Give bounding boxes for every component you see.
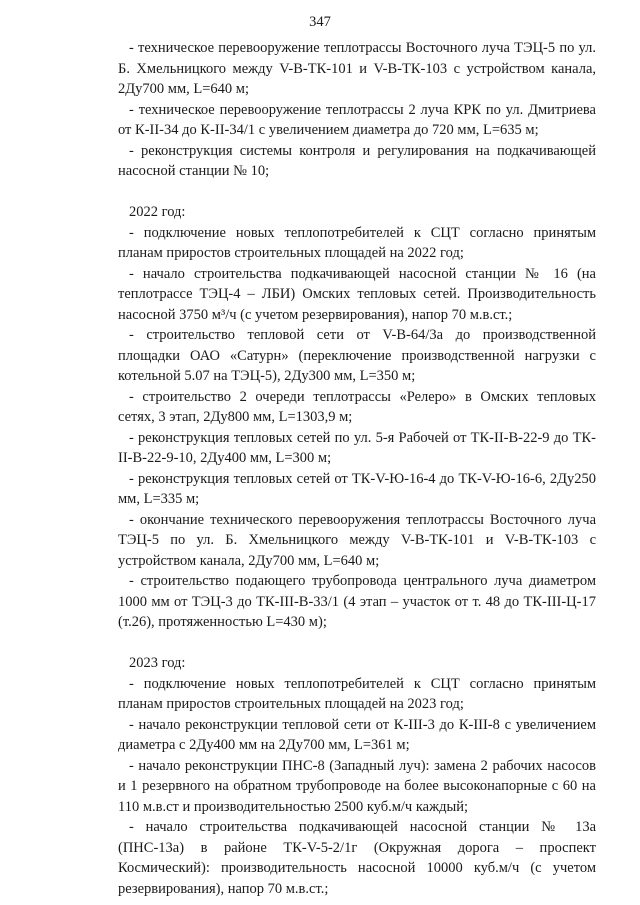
list-item: - реконструкция тепловых сетей от ТК-V-Ю-16-4 до ТК-V-Ю-16-6, 2Ду250 мм, L=335 м; [118, 470, 596, 507]
page-number: 347 [309, 14, 331, 30]
list-item: - строительство подающего трубопровода центрального луча диаметром 1000 мм от ТЭЦ-3 до ТК-III-В-33/1 (4 этап – участок от т. 48 до ТК-III-Ц-17 (т.26), протяженностью L=430 м); [118, 573, 596, 630]
list-item: - техническое перевооружение теплотрассы Восточного луча ТЭЦ-5 по ул. Б. Хмельницкого между V-В-ТК-101 и V-В-ТК-103 с устройством канала, 2Ду700 мм, L=640 м; [118, 40, 596, 97]
list-item: - начало строительства подкачивающей насосной станции № 13а (ПНС-13а) в районе ТК-V-5-2/1г (Окружная дорога – проспект Космический): производительность насосной 10000 куб.м/ч (с учетом резервирования), напор 70 м.в.ст.; [118, 819, 596, 897]
list-item: - подключение новых теплопотребителей к СЦТ согласно принятым планам приростов строительных площадей на 2022 год; [118, 224, 596, 261]
list-item: - начало реконструкции ПНС-8 (Западный луч): замена 2 рабочих насосов и 1 резервного на обратном трубопроводе на более высоконапорные с 60 на 110 м.в.ст и производительностью 2500 куб.м/ч каждый; [118, 757, 596, 815]
list-item: - окончание технического перевооружения теплотрассы Восточного луча ТЭЦ-5 по ул. Б. Хмельницкого между V-В-ТК-101 и V-В-ТК-103 с устройством канала, 2Ду700 мм, L=640 м; [118, 511, 596, 569]
section-intro [118, 38, 596, 182]
section-2023 [118, 653, 596, 899]
list-item: - подключение новых теплопотребителей к СЦТ согласно принятым планам приростов строительных площадей на 2023 год; [118, 675, 596, 712]
list-item: - строительство 2 очереди теплотрассы «Релеро» в Омских тепловых сетях, 3 этап, 2Ду800 мм, L=1303,9 м; [118, 388, 596, 425]
list-item: - техническое перевооружение теплотрассы 2 луча КРК по ул. Дмитриева от К-II-34 до К-II-34/1 с увеличением диаметра до 720 мм, L=635 м; [118, 101, 596, 138]
list-item: - реконструкция системы контроля и регулирования на подкачивающей насосной станции № 10; [118, 142, 596, 179]
year-heading: 2022 год: [129, 204, 186, 220]
list-item: - строительство тепловой сети от V-В-64/3а до производственной площадки ОАО «Сатурн» (переключение производственной нагрузки с котельной 5.07 на ТЭЦ-5), 2Ду300 мм, L=350 м; [118, 327, 596, 384]
list-item: - начало реконструкции тепловой сети от К-III-3 до К-III-8 с увеличением диаметра с 2Ду400 мм на 2Ду700 мм, L=361 м; [118, 716, 596, 753]
list-item: - реконструкция тепловых сетей по ул. 5-я Рабочей от ТК-II-В-22-9 до ТК-II-В-22-9-10, 2Ду400 мм, L=300 м; [118, 429, 596, 466]
section-2022 [118, 202, 596, 633]
year-heading: 2023 год: [129, 655, 186, 671]
list-item: - начало строительства подкачивающей насосной станции № 16 (на теплотрассе ТЭЦ-4 – ЛБИ) Омских тепловых сетей. Производительность насосной 3750 м³/ч (с учетом резервирования), напор 70 м.в.ст.; [118, 265, 596, 323]
spacer [118, 633, 596, 654]
spacer [118, 182, 596, 203]
document-body [118, 38, 596, 899]
